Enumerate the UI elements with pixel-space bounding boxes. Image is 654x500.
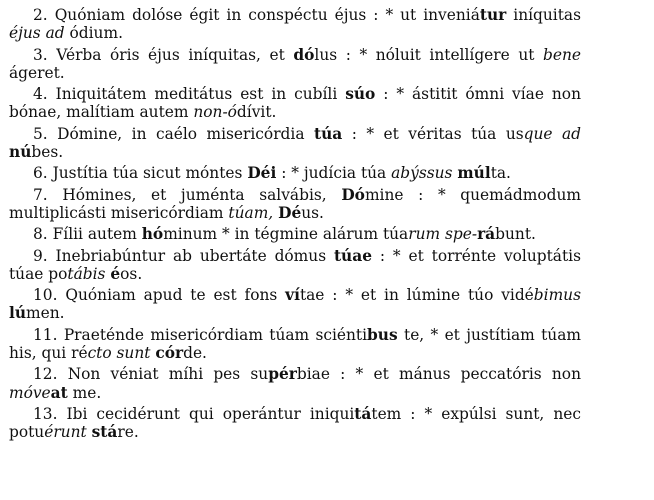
- verse-text-segment: Ibi cecidérunt qui operántur iniqui: [66, 404, 355, 423]
- verse-text-segment: Déi: [247, 164, 277, 183]
- verse-text-segment: Justítia túa sicut móntes: [52, 164, 248, 183]
- verse-text-segment: érunt: [44, 423, 87, 442]
- verse: [9, 286, 581, 323]
- verse-text-segment: biae : * et mánus peccatóris non: [296, 365, 581, 384]
- verse-text-segment: re.: [117, 423, 139, 442]
- verse-text-segment: rá: [477, 225, 496, 244]
- verse-text-segment: lú: [9, 304, 27, 323]
- verse: [9, 186, 581, 223]
- verse-text-segment: cór: [155, 344, 184, 363]
- verse-number: 2.: [33, 6, 48, 24]
- verse: [9, 125, 581, 162]
- verse-number: 6.: [33, 164, 48, 183]
- verse-text-segment: at: [50, 383, 68, 402]
- verse-text-segment: minum * in tégmine alárum túa: [163, 225, 409, 244]
- psalm-text: [9, 6, 581, 445]
- verse-text-segment: éjus ad: [9, 24, 65, 43]
- verse-text-segment: non-ó: [193, 103, 237, 122]
- verse-text-segment: túa: [313, 124, 343, 143]
- verse-text-segment: bunt.: [495, 225, 536, 244]
- verse: [9, 247, 581, 284]
- verse: [9, 405, 581, 442]
- verse-text-segment: Quóniam dolóse égit in conspéctu éjus : * ut inveniá: [54, 6, 480, 24]
- verse-text-segment: que ad: [523, 124, 581, 143]
- verse-text-segment: cto sunt: [87, 344, 151, 363]
- verse-text-segment: iníquitas: [506, 6, 581, 24]
- verse-text-segment: hó: [141, 225, 164, 244]
- verse-number: 10.: [33, 286, 58, 305]
- verse-text-segment: me.: [67, 383, 102, 402]
- verse-number: 9.: [33, 246, 48, 265]
- verse-text-segment: Iniquitátem meditátus est in cubíli: [55, 85, 346, 104]
- verse-text-segment: Dé: [278, 203, 302, 222]
- verse: [9, 164, 581, 182]
- verse-text-segment: ví: [285, 286, 300, 305]
- verse-text-segment: túae: [333, 246, 373, 265]
- verse-number: 5.: [33, 124, 48, 143]
- verse: [9, 326, 581, 363]
- verse-number: 8.: [33, 225, 48, 244]
- verse-text-segment: lus : * nóluit intellígere ut: [314, 45, 543, 64]
- verse-text-segment: rum spe-: [408, 225, 478, 244]
- verse-text-segment: stá: [91, 423, 118, 442]
- verse-text-segment: móve: [9, 383, 51, 402]
- verse-text-segment: bimus: [533, 286, 581, 305]
- verse-number: 7.: [33, 185, 48, 204]
- verse-text-segment: Inebriabúntur ab ubertáte dómus: [55, 246, 334, 265]
- verse-text-segment: dó: [293, 45, 315, 64]
- verse-text-segment: te, * et justítiam túam his, qui ré: [9, 325, 581, 363]
- verse-text-segment: Non véniat míhi pes su: [67, 365, 269, 384]
- verse-text-segment: abýssus: [391, 164, 453, 183]
- verse-text-segment: ta.: [490, 164, 511, 183]
- verse: [9, 365, 581, 402]
- verse-text-segment: Quóniam apud te est fons: [65, 286, 286, 305]
- verse-text-segment: ódium.: [64, 24, 123, 43]
- verse-text-segment: dívit.: [236, 103, 277, 122]
- verse-text-segment: Vérba óris éjus iníquitas, et: [56, 45, 294, 64]
- verse-text-segment: men.: [26, 304, 65, 323]
- verse-text-segment: Dómine, in caélo misericórdia: [57, 124, 314, 143]
- verse-text-segment: bene: [543, 45, 581, 64]
- verse-text-segment: : * ástitit ómni víae non bónae, malítiam autem: [9, 85, 581, 122]
- verse-text-segment: os.: [120, 264, 143, 283]
- verse-text-segment: Dó: [341, 185, 365, 204]
- verse-text-segment: mine : * quemádmodum multiplicásti misericórdiam: [9, 185, 581, 222]
- verse-number: 13.: [33, 404, 58, 423]
- verse-text-segment: tae : * et in lúmine túo vidé: [299, 286, 534, 305]
- verse-text-segment: tábis: [67, 264, 106, 283]
- verse-text-segment: : * et véritas túa us: [342, 124, 524, 143]
- verse-number: 4.: [33, 85, 48, 104]
- verse-text-segment: túam,: [228, 203, 274, 222]
- verse-text-segment: é: [110, 264, 121, 283]
- verse-number: 11.: [33, 325, 58, 344]
- verse-text-segment: us.: [301, 203, 324, 222]
- verse-text-segment: tur: [479, 6, 507, 24]
- verse-text-segment: bus: [367, 325, 398, 344]
- verse: [9, 6, 581, 43]
- verse-text-segment: nú: [9, 143, 32, 162]
- verse-text-segment: : * et torrénte voluptátis túae po: [9, 246, 581, 283]
- verse-text-segment: Hómines, et juménta salvábis,: [62, 185, 342, 204]
- verse: [9, 85, 581, 122]
- verse-text-segment: Fílii autem: [52, 225, 142, 244]
- verse-text-segment: de.: [183, 344, 207, 363]
- verse-text-segment: súo: [345, 85, 376, 104]
- verse-text-segment: tá: [354, 404, 372, 423]
- verse-text-segment: bes.: [31, 143, 64, 162]
- verse-text-segment: tem : * expúlsi sunt, nec potu: [9, 404, 581, 442]
- verse: [9, 46, 581, 83]
- verse-number: 12.: [33, 365, 58, 384]
- verse-text-segment: Praeténde misericórdiam túam sciénti: [63, 325, 368, 344]
- verse-text-segment: : * judícia túa: [276, 164, 392, 183]
- verse: [9, 225, 581, 243]
- verse-number: 3.: [33, 45, 48, 64]
- verse-text-segment: pér: [268, 365, 297, 384]
- verse-text-segment: múl: [457, 164, 491, 183]
- verse-text-segment: ágeret.: [9, 63, 65, 82]
